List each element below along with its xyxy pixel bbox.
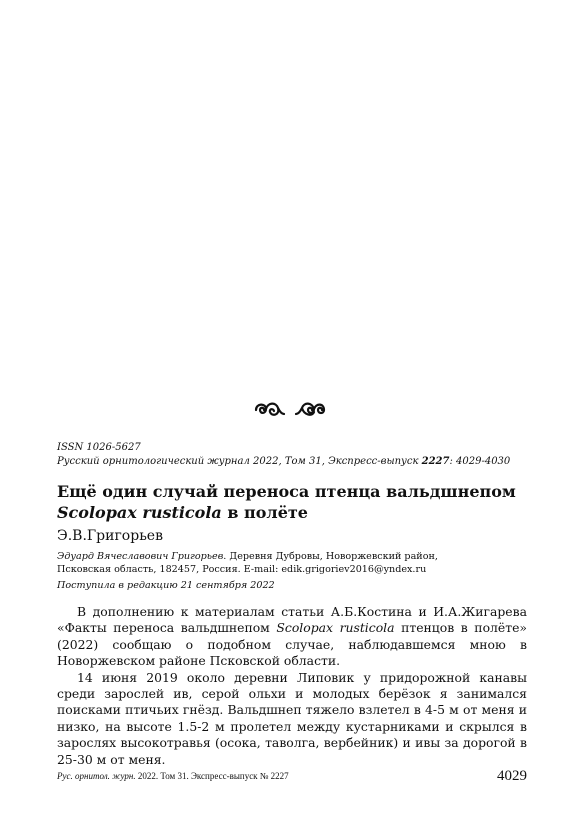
issn: ISSN 1026-5627 xyxy=(57,442,141,453)
footer-citation xyxy=(57,771,289,781)
affiliation-address: . Деревня Дубровы, Новоржевский район, xyxy=(223,551,438,562)
paragraph-1-text-b: птенцов в полёте» (2022) сообщаю о подобном случае, наблюдавшемся мною в Новоржевском районе Псковской области. xyxy=(57,620,527,669)
article-body xyxy=(57,604,527,768)
paragraph-1 xyxy=(57,604,527,670)
paragraph-2: 14 июня 2019 около деревни Липовик у придорожной канавы среди зарослей ив, серой ольхи и молодых берёзок я занимался поисками птичьих гнёзд. Вальдшнеп тяжело взлетел в 4-5 м от меня и низко, на высоте 1.5-2 м пролетел между кустарниками и скрылся в зарослях высокотравья (осока, таволга, вербейник) и ивы за дорогой в 25-30 м от меня. xyxy=(57,669,527,767)
journal-citation xyxy=(57,455,527,469)
title-line-2: в полёте xyxy=(221,503,308,522)
title-line-1: Ещё один случай переноса птенца вальдшнепом xyxy=(57,482,516,501)
page-footer xyxy=(57,768,527,788)
received-date: Поступила в редакцию 21 сентября 2022 xyxy=(57,580,275,591)
page-number: 4029 xyxy=(497,768,527,784)
journal-citation-text: Русский орнитологический журнал 2022, Том 31, Экспресс-выпуск xyxy=(57,456,422,467)
paragraph-1-text-a: В дополнению к материалам статьи А.Б.Костина и И.А.Жигарева «Факты переноса вальдшнепом xyxy=(57,604,527,636)
author-name: Э.В.Григорьев xyxy=(57,528,163,544)
paragraph-1-species: Scolopax rusticola xyxy=(276,620,395,636)
page-range: : 4029-4030 xyxy=(449,456,511,467)
title-species: Scolopax rusticola xyxy=(57,503,222,522)
affiliation-full-name: Эдуард Вячеславович Григорьев xyxy=(57,551,224,562)
footer-issue: 2022. Том 31. Экспресс-выпуск № 2227 xyxy=(135,771,289,781)
issue-number: 2227 xyxy=(421,456,450,467)
affiliation-line-2: Псковская область, 182457, Россия. E-mail: edik.grigoriev2016@yndex.ru xyxy=(57,564,427,575)
footer-journal: Рус. орнитол. журн. xyxy=(57,771,136,781)
fleuron-ornament-icon xyxy=(250,398,330,422)
author-affiliation xyxy=(57,550,527,576)
publication-meta xyxy=(57,441,527,469)
article-title xyxy=(57,481,527,523)
affiliation-line-1 xyxy=(57,550,527,563)
fleuron-ornament-icon xyxy=(0,398,580,422)
